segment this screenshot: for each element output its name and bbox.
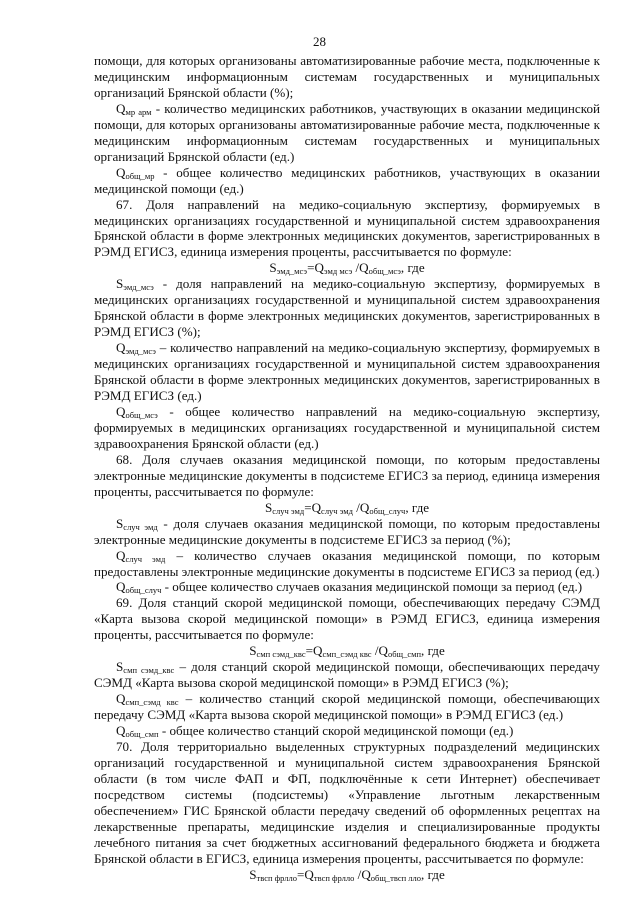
formula-operator: = bbox=[297, 866, 305, 882]
formula-symbol: S bbox=[264, 499, 273, 515]
definition-qmr-arm bbox=[94, 101, 600, 165]
formula-subscript: эмд_мсэ bbox=[276, 266, 308, 277]
symbol-subscript: общ_случ bbox=[125, 585, 162, 596]
definition-qobsh-mse bbox=[94, 404, 600, 452]
symbol: Q bbox=[116, 691, 126, 707]
formula-subscript: случ эмд bbox=[272, 505, 305, 516]
definition-text: – количество случаев оказания медицинской помощи, по которым предоставлены электронные медицинские документы в подсистеме ЕГИСЗ за период (ед.) bbox=[94, 547, 600, 579]
symbol-subscript: общ_смп bbox=[125, 729, 159, 740]
symbol-subscript: случ эмд bbox=[125, 553, 166, 564]
symbol: Q bbox=[116, 547, 126, 563]
symbol: S bbox=[116, 659, 124, 675]
formula-symbol: S bbox=[269, 260, 277, 276]
formula-subscript: общ_мсэ bbox=[368, 266, 401, 277]
formula-operator: = bbox=[304, 499, 312, 515]
paragraph-intro: помощи, для которых организованы автоматизированные рабочие места, подключенные к медицинским информационным системам государственных и муниципальных организаций Брянской области (%); bbox=[94, 53, 600, 100]
formula-subscript: эмд мсэ bbox=[323, 266, 353, 277]
paragraph-69: 69. Доля станций скорой медицинской помощи, обеспечивающих передачу СЭМД «Карта вызова скорой медицинской помощи» в РЭМД ЕГИСЗ, единица измерения проценты, рассчитывается по формуле: bbox=[94, 595, 600, 643]
formula-subscript: твсп фрлло bbox=[313, 872, 355, 883]
definition-q-smp bbox=[94, 691, 600, 723]
paragraph-70: 70. Доля территориально выделенных структурных подразделений медицинских организаций государственной и муниципальной систем здравоохранения Брянской области (в том числе ФАП и ФП, подключённые к сети Интернет) обеспечивает посредством системы (подсистемы) «Управление льготным лекарственным обеспечением» ГИС Брянской области передачу сведений об оформленных рецептах на лекарственные препараты, медицинские изделия и специализированные продукты лечебного питания за счет бюджетных ассигнований федерального бюджета и бюджета Брянской области в ЕГИСЗ, единица измерения проценты, рассчитывается по формуле: bbox=[94, 738, 600, 866]
formula-operator: / bbox=[371, 643, 379, 659]
formula-operator: = bbox=[307, 260, 315, 276]
formula-subscript: смп_сэмд квс bbox=[322, 649, 372, 660]
definition-text: – количество направлений на медико-социальную экспертизу, формируемых в медицинских организациях государственной и муниципальной систем здравоохранения Брянской области в форме электронных медицинских документов, зарегистрированных в РЭМД ЕГИСЗ (ед.) bbox=[94, 340, 600, 404]
definition-s-sluch bbox=[94, 516, 600, 548]
symbol-subscript: мр арм bbox=[125, 106, 152, 117]
symbol-subscript: общ_мсэ bbox=[125, 409, 158, 420]
definition-text: - общее количество медицинских работников, участвующих в оказании медицинской помощи (ед.) bbox=[94, 164, 600, 196]
formula-tail: , где bbox=[400, 260, 425, 276]
formula-tail: , где bbox=[421, 866, 445, 882]
symbol-subscript: смп сэмд_квс bbox=[123, 665, 175, 676]
definition-text: - количество медицинских работников, участвующих в оказании медицинской помощи, для которых организованы автоматизированные рабочие места, подключенные к медицинским информационным системам государственных и муниципальных организаций Брянской области (ед.) bbox=[94, 100, 600, 164]
formula-symbol: Q bbox=[378, 643, 388, 659]
formula-operator: / bbox=[354, 866, 362, 882]
formula-symbol: S bbox=[249, 866, 257, 882]
definition-qobsh-sluch bbox=[94, 579, 600, 595]
definition-text: - доля направлений на медико-социальную экспертизу, формируемых в медицинских организациях государственной и муниципальной систем здравоохранения Брянской области в форме электронных медицинских документов, зарегистрированных в РЭМД ЕГИСЗ (%); bbox=[94, 276, 600, 340]
formula-symbol: Q bbox=[359, 499, 370, 515]
formula-symbol: Q bbox=[361, 866, 371, 882]
definition-q-sluch bbox=[94, 548, 600, 580]
formula-symbol: Q bbox=[304, 866, 314, 882]
document-body bbox=[94, 53, 600, 883]
formula-tail: , где bbox=[405, 499, 430, 515]
formula-operator: / bbox=[353, 499, 360, 515]
symbol: S bbox=[116, 515, 124, 531]
definition-qobsh-smp bbox=[94, 723, 600, 739]
symbol-subscript: случ эмд bbox=[123, 521, 158, 532]
symbol-subscript: смп_сэмд квс bbox=[125, 697, 179, 708]
symbol: Q bbox=[116, 340, 126, 356]
formula-subscript: общ_случ bbox=[369, 505, 406, 516]
definition-s-smp bbox=[94, 659, 600, 691]
symbol-subscript: общ_мр bbox=[125, 170, 155, 181]
paragraph-68: 68. Доля случаев оказания медицинской помощи, по которым предоставлены электронные медицинские документы в подсистеме ЕГИСЗ за период, единица измерения проценты, рассчитывается по формуле: bbox=[94, 451, 600, 499]
definition-s-emd-mse bbox=[94, 276, 600, 340]
formula-69 bbox=[94, 643, 600, 659]
definition-text: - общее количество станций скорой медицинской помощи (ед.) bbox=[158, 723, 514, 739]
symbol-subscript: эмд_мсэ bbox=[123, 282, 154, 293]
formula-subscript: общ_смп bbox=[387, 649, 422, 660]
definition-text: - доля случаев оказания медицинской помощи, по которым предоставлены электронные медицинские документы в подсистеме ЕГИСЗ за период (%); bbox=[94, 515, 600, 547]
formula-68 bbox=[94, 500, 600, 516]
formula-operator: = bbox=[305, 643, 313, 659]
formula-subscript: случ эмд bbox=[321, 505, 353, 516]
definition-qobsh-mr bbox=[94, 165, 600, 197]
symbol: Q bbox=[116, 723, 126, 739]
formula-symbol: Q bbox=[313, 643, 323, 659]
symbol: Q bbox=[116, 164, 126, 180]
symbol: S bbox=[116, 276, 124, 292]
symbol: Q bbox=[116, 403, 126, 419]
page-number: 28 bbox=[313, 34, 326, 49]
paragraph-67: 67. Доля направлений на медико-социальную экспертизу, формируемых в медицинских организациях государственной и муниципальной систем здравоохранения Брянской области в форме электронных медицинских документов, зарегистрированных в РЭМД ЕГИСЗ, единица измерения проценты, рассчитывается по формуле: bbox=[94, 196, 600, 260]
formula-subscript: твсп фрлло bbox=[256, 872, 298, 883]
symbol-subscript: эмд_мсэ bbox=[125, 346, 156, 357]
symbol: Q bbox=[116, 579, 126, 595]
definition-q-emd-mse bbox=[94, 340, 600, 404]
formula-operator: / bbox=[352, 260, 360, 276]
formula-67 bbox=[94, 260, 600, 276]
formula-70 bbox=[94, 867, 600, 883]
symbol: Q bbox=[116, 100, 126, 116]
formula-symbol: Q bbox=[311, 499, 322, 515]
definition-text: – количество станций скорой медицинской помощи, обеспечивающих передачу СЭМД «Карта вызова скорой медицинской помощи» в РЭМД ЕГИСЗ (ед.) bbox=[94, 691, 600, 723]
formula-symbol: S bbox=[249, 643, 257, 659]
formula-tail: , где bbox=[421, 643, 445, 659]
formula-symbol: Q bbox=[314, 260, 324, 276]
definition-text: - общее количество направлений на медико-социальную экспертизу, формируемых в медицинских организациях государственной и муниципальной систем здравоохранения Брянской области (ед.) bbox=[94, 403, 600, 451]
definition-text: – доля станций скорой медицинской помощи, обеспечивающих передачу СЭМД «Карта вызова скорой медицинской помощи» в РЭМД ЕГИСЗ (%); bbox=[94, 659, 600, 691]
formula-symbol: Q bbox=[359, 260, 369, 276]
definition-text: - общее количество случаев оказания медицинской помощи за период (ед.) bbox=[161, 579, 583, 595]
formula-subscript: смп сэмд_квс bbox=[256, 649, 306, 660]
formula-subscript: общ_твсп лло bbox=[370, 872, 422, 883]
